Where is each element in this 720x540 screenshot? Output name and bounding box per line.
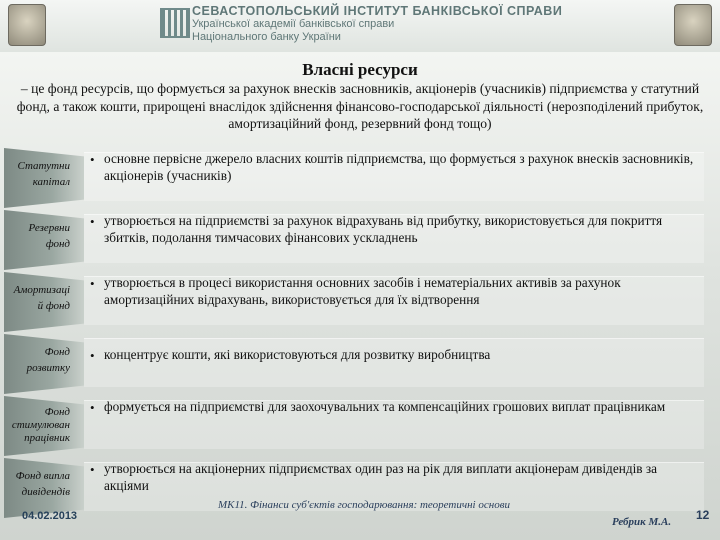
institute-name: СЕВАСТОПОЛЬСЬКИЙ ІНСТИТУТ БАНКІВСЬКОЇ СПРАВИ [192,4,563,18]
item-label: Амортизаці й фонд [13,284,70,312]
institute-subtitle-1: Української академії банківської справи [192,18,395,30]
bullet-icon: • [90,348,95,363]
slide-title: Власні ресурси [302,60,418,79]
footer-author: Ребрик М.А. [612,516,672,528]
institute-logo-icon [160,8,190,38]
bullet-icon: • [90,214,95,229]
item-label: Фонд стимулюван працівник [11,406,70,444]
emblem-left-icon [8,4,46,46]
item-label: Резервни фонд [28,222,70,250]
page-number: 12 [696,508,710,522]
list-item [0,272,720,332]
bullet-icon: • [90,152,95,167]
list-item [0,396,720,456]
item-description: утворюється на підприємстві за рахунок відрахувань від прибутку, використовується для покриття збитків, подолання тимчасових фінансових ускладнень [104,213,663,245]
bullet-icon: • [90,462,95,477]
item-description: основне первісне джерело власних коштів підприємства, що формується з рахунок внесків засновників, акціонерів (учасників) [104,151,694,183]
bullet-icon: • [90,276,95,291]
item-description: концентрує кошти, які використовуються для розвитку виробництва [104,347,491,362]
bullet-icon: • [90,400,95,415]
item-label: Статутни капітал [17,160,70,188]
list-item [0,210,720,270]
emblem-right-icon [674,4,712,46]
item-description: утворюється на акціонерних підприємствах один раз на рік для виплати акціонерам дивідендів за акціями [104,461,658,493]
list-item [0,334,720,394]
list-item [0,148,720,208]
item-label: Фонд розвитку [26,346,70,374]
item-label: Фонд випла дивідендів [15,470,70,498]
slide-body [0,52,720,540]
footer-course: МК11. Фінанси суб'єктів господарювання: теоретичні основи [218,499,510,511]
header-text [192,5,562,44]
header-banner [0,0,720,53]
item-description: формується на підприємстві для заохочувальних та компенсаційних грошових виплат працівникам [104,399,666,414]
institute-subtitle-2: Національного банку України [192,31,341,43]
slide-intro: – це фонд ресурсів, що формується за рахунок внесків засновників, акціонерів (учасників) підприємства у статутний фонд, а також кошти, прирощені внаслідок здійснення фінансово-господарської діяльності (нерозподілений прибуток, амортизаційний фонд, резервний фонд тощо) [16,81,704,131]
item-description: утворюється в процесі використання основних засобів і нематеріальних активів за рахунок амортизаційних відрахувань, використовується для їх відтворення [104,275,621,307]
footer-date: 04.02.2013 [22,510,78,522]
